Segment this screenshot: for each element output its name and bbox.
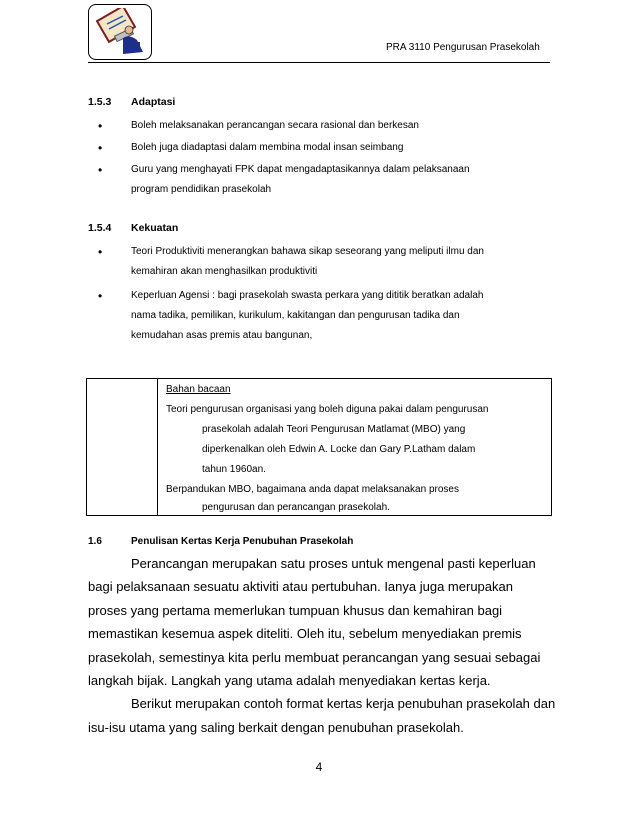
reading-box-line: tahun 1960an. [202,464,266,475]
section-title: Kekuatan [131,222,179,234]
section-number: 1.6 [88,536,102,547]
header-divider [88,62,550,63]
list-item: • Teori Produktiviti menerangkan bahawa sikap seseorang yang meliputi ilmu dan kemahiran akan menghasilkan produktiviti [98,242,550,282]
list-item: • Boleh melaksanakan perancangan secara rasional dan berkesan [98,116,550,136]
section-heading-kekuatan [88,222,178,234]
reading-box-line: prasekolah adalah Teori Pengurusan Matlamat (MBO) yang [202,424,466,435]
header-logo [88,4,152,60]
bullet-icon: • [98,289,103,303]
reading-box-heading: Bahan bacaan [166,384,231,395]
section-heading-adaptasi [88,96,175,108]
bullet-icon: • [98,119,103,133]
reading-box-line: Teori pengurusan organisasi yang boleh diguna pakai dalam pengurusan [166,404,489,415]
section-number: 1.5.3 [88,96,112,108]
paragraph: Perancangan merupakan satu proses untuk mengenal pasti keperluan bagi pelaksanaan sesuatu aktiviti atau pertubuhan. Ianya juga merupakan proses yang pertama memerlukan tumpuan khusus dan kemahiran bagi memastikan kesemua aspek diteliti. Oleh itu, sebelum menyediakan premis prasekolah, semestinya kita perlu membuat perancangan yang sesuai sebagai langkah bijak. Langkah yang utama adalah menyediakan kertas kerja. Berikut merupakan contoh format kertas kerja penubuhan prasekolah dan isu-isu utama yang saling berkait dengan penubuhan prasekolah. [88,556,556,735]
section-title: Adaptasi [131,96,176,108]
reading-box-divider [157,379,158,515]
reading-box [86,378,552,516]
section-title: Penulisan Kertas Kerja Penubuhan Prasekolah [131,536,354,547]
section-heading-penulisan [88,536,353,547]
reading-box-line: pengurusan dan perancangan prasekolah. [202,502,390,513]
teacher-at-blackboard-icon [93,8,149,58]
bullet-icon: • [98,163,103,177]
list-item: • Keperluan Agensi : bagi prasekolah swasta perkara yang dititik beratkan adalah nama tadika, pemilikan, kurikulum, kakitangan dan pengurusan tadika dan kemudahan asas premis atau bangunan, [98,286,550,346]
header-title: PRA 3110 Pengurusan Prasekolah [386,42,540,53]
reading-box-line: Berpandukan MBO, bagaimana anda dapat melaksanakan proses [166,484,459,495]
list-item: • Boleh juga diadaptasi dalam membina modal insan seimbang [98,138,550,158]
bullet-icon: • [98,245,103,259]
page-number: 4 [315,760,323,774]
list-item: • Guru yang menghayati FPK dapat mengadaptasikannya dalam pelaksanaan program pendidikan prasekolah [98,160,550,200]
section-number: 1.5.4 [88,222,112,234]
reading-box-line: diperkenalkan oleh Edwin A. Locke dan Gary P.Latham dalam [202,444,476,455]
bullet-icon: • [98,141,103,155]
